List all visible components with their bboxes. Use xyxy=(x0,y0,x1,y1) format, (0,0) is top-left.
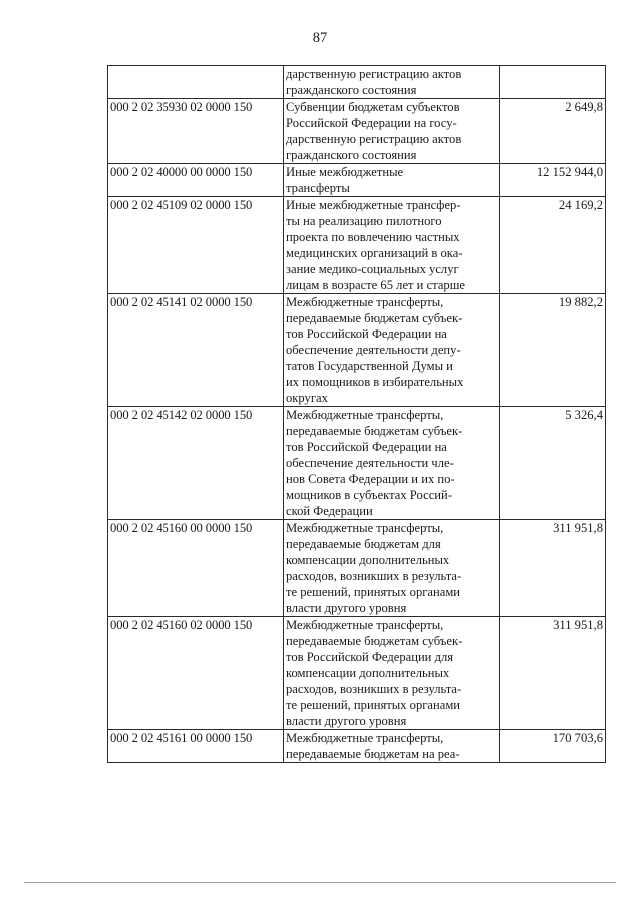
table-row xyxy=(108,730,606,763)
table-row xyxy=(108,197,606,294)
budget-name: Межбюджетные трансферты, передаваемые бюджетам субъек- тов Российской Федерации для компенсации дополнительных расходов, возникших в результа- те решений, принятых органами власти другого уровня xyxy=(284,617,500,730)
budget-name: Субвенции бюджетам субъектов Российской Федерации на госу- дарственную регистрацию актов гражданского состояния xyxy=(284,99,500,164)
table-row xyxy=(108,99,606,164)
table-row xyxy=(108,294,606,407)
budget-code: 000 2 02 45109 02 0000 150 xyxy=(108,197,284,294)
budget-name: Иные межбюджетные трансфер- ты на реализацию пилотного проекта по вовлечению частных медицинских организаций в ока- зание медико-социальных услуг лицам в возрасте 65 лет и старше xyxy=(284,197,500,294)
table-row xyxy=(108,520,606,617)
budget-code: 000 2 02 45160 02 0000 150 xyxy=(108,617,284,730)
budget-amount: 311 951,8 xyxy=(500,617,606,730)
page-number: 87 xyxy=(312,30,328,46)
budget-amount: 24 169,2 xyxy=(500,197,606,294)
table-row xyxy=(108,164,606,197)
budget-amount: 2 649,8 xyxy=(500,99,606,164)
budget-code: 000 2 02 45161 00 0000 150 xyxy=(108,730,284,763)
page-bottom-rule xyxy=(24,882,616,883)
table-row xyxy=(108,66,606,99)
budget-amount: 5 326,4 xyxy=(500,407,606,520)
budget-code: 000 2 02 45160 00 0000 150 xyxy=(108,520,284,617)
budget-code: 000 2 02 40000 00 0000 150 xyxy=(108,164,284,197)
budget-name: Межбюджетные трансферты, передаваемые бюджетам субъек- тов Российской Федерации на обеспечение деятельности депу- татов Государственной Думы и их помощников в избирательных округах xyxy=(284,294,500,407)
budget-name: Межбюджетные трансферты, передаваемые бюджетам на реа- xyxy=(284,730,500,763)
budget-amount: 170 703,6 xyxy=(500,730,606,763)
budget-code: 000 2 02 45141 02 0000 150 xyxy=(108,294,284,407)
budget-amount xyxy=(500,66,606,99)
budget-amount: 19 882,2 xyxy=(500,294,606,407)
budget-code xyxy=(108,66,284,99)
table-row xyxy=(108,617,606,730)
table-row xyxy=(108,407,606,520)
budget-code: 000 2 02 45142 02 0000 150 xyxy=(108,407,284,520)
budget-code: 000 2 02 35930 02 0000 150 xyxy=(108,99,284,164)
budget-name: Межбюджетные трансферты, передаваемые бюджетам для компенсации дополнительных расходов, возникших в результа- те решений, принятых органами власти другого уровня xyxy=(284,520,500,617)
budget-name: Межбюджетные трансферты, передаваемые бюджетам субъек- тов Российской Федерации на обеспечение деятельности чле- нов Совета Федерации и их по- мощников в субъектах Россий- ской Федерации xyxy=(284,407,500,520)
budget-amount: 12 152 944,0 xyxy=(500,164,606,197)
budget-table xyxy=(107,65,606,763)
budget-amount: 311 951,8 xyxy=(500,520,606,617)
budget-name: дарственную регистрацию актов гражданского состояния xyxy=(284,66,500,99)
budget-name: Иные межбюджетные трансферты xyxy=(284,164,500,197)
